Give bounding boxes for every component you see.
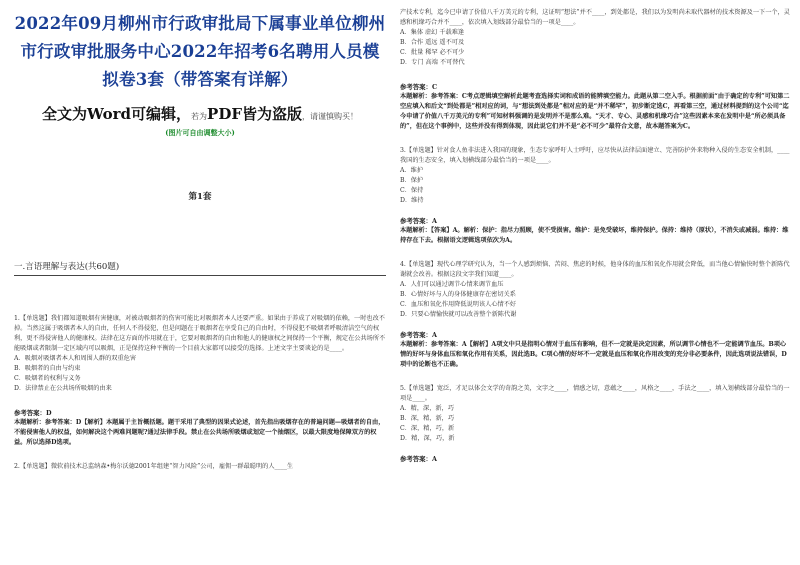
banner-pdf-pirated: PDF皆为盗版: [207, 105, 302, 123]
option-d: D．只要心情愉快就可以改善整个新陈代谢: [400, 311, 517, 318]
explanation: 本题解析：参考答案：D【解析】本题属于主旨概括题。题干采用了典型的因果式论述，首先指出吸烟存在的普遍问题—吸烟者的自由，不能侵害他人的权益，如何解决这个两难问题呢?通过法律手段。禁止在公共场所吸烟或划定一个抽烟区，以最大限度地保障双方的权益。所以选择D选项。: [14, 419, 385, 446]
option-c: C．保持: [400, 187, 424, 194]
option-a: A．人们可以通过调节心情来调节血压: [400, 281, 504, 288]
option-c: C．吸烟者的权利与义务: [14, 375, 81, 382]
document-title: 2022年09月柳州市行政审批局下属事业单位柳州市行政审批服务中心2022年招考6名聘用人员模拟卷3套（带答案有详解）: [14, 14, 386, 89]
question-text: 5.【单选题】宽泛，才足以体会文学的奇韵之美，文字之____，情感之切，意蕴之____，风格之____，手法之____，填入划横线部分最恰当的一项是____。: [400, 385, 790, 402]
question-5: [400, 384, 790, 464]
set-title: 第1套: [188, 192, 212, 202]
question-1: [14, 314, 386, 448]
option-d: D．精，深，巧，新: [400, 435, 455, 442]
banner-warning: ，请谨慎购买！: [301, 112, 358, 121]
option-d: D．法律禁止在公共场所吸烟的由来: [14, 385, 112, 392]
question-text: 产技术专利，迄今已申请了价值八千万美元的专利，这证明“想法”并不____，到处都是，我们以为发明尚未取代器材的技术资源及一下一个，灵感和机缘巧合并不____，依次填入划线部分最恰当的一项是____。: [400, 9, 790, 26]
question-text: 3.【单选题】针对食人鱼非法进入我国的现象，生态专家呼吁人士呼吁，应尽快从法律层面建立、完善防护外来物种入侵的生态安全机制，____我国的生态安全，填入划横线部分最恰当的一项是____。: [400, 147, 790, 164]
banner-if: 若为: [191, 112, 208, 121]
image-caption: (图片可自由调整大小): [165, 128, 235, 137]
answer: 参考答案：A: [400, 455, 437, 463]
option-c: C．深，精，巧，新: [400, 425, 455, 432]
answer: 参考答案：A: [400, 331, 437, 339]
option-c: C．血压和氧化作用降低说明该人心情不好: [400, 301, 517, 308]
explanation: 本题解析：【答案】A。解析：保护：指尽力照顾，使不受损害。维护：是免受破坏，维持保护。保持：维持（原状），不消失或减弱。维持：维持存在下去。根据语文逻辑选项依次为A。: [400, 227, 789, 244]
explanation: 本题解析：参考答案：A【解析】A项文中只是指明心情对于血压有影响，但不一定就是决定因素，所以调节心情也不一定能调节血压。B项心情的好坏与身体血压和氧化作用有关系，因此选B。C项心情的好坏不一定就是血压和氧化作用改变的充分非必要条件，因此选项说法错误，D项中的论断也不正确。: [400, 341, 787, 368]
option-d: D．专门 高端 不可替代: [400, 59, 465, 66]
banner: [14, 102, 386, 126]
answer: 参考答案：A: [400, 217, 437, 225]
option-b: B．保护: [400, 177, 424, 184]
question-text: 4.【单选题】现代心理学研究认为，当一个人感到烦恼、苦闷、焦虑的时候，他身体的血压和氧化作用就会降低，而当他心情愉快时整个新陈代谢就会改善。根据这段文字我们知道____。: [400, 261, 790, 278]
option-b: B．合作 遥远 遥不可及: [400, 39, 465, 46]
option-d: D．维持: [400, 197, 424, 204]
explanation: 本题解析：参考答案：C考点逻辑填空解析此题考查选择实词和成语的能辨填空能力。此题从第二空入手。根据前面“由于确定的专利”可知第二空应填入和后文“到处都是”相对应的词，与“想法到处都是”相对应的是“并不稀罕”，初步断定选C，再看第三空，通过材料提到的这个公司“迄今申请了价值八千万美元的专利”可知材料强调的是发明并不是那么难。“天才、专心、灵感和机缘巧合”这些因素本来在发明中是“所必须具备的”，但在这个事例中，这些并没有得到体现，因此说它们并不是“必不可少”最符合文意，故本题答案为C。: [400, 93, 790, 130]
option-a: A．精，深，新，巧: [400, 405, 454, 412]
question-text: 1.【单选题】我们都知道吸烟有害健康，对被动吸烟者的伤害可能比对吸烟者本人还要严重。如果由于养成了对吸烟的依赖，一时也改不掉。当然这属于吸烟者本人的自由，任何人不得侵犯，但是问题在于吸烟者在享受自己的自由时，不得侵犯不吸烟者呼吸清洁空气的权利，更不得侵害他人的健康权。法律在这方面的作用就在于，它要对吸烟者的自由和他人的健康权之间保持一个平衡，规定在公共场所不能吸烟或者限制一定区域内可以吸烟，正是保持这种平衡的一个目前大家都可以接受的选择。上述文字主要谈论的是____。: [14, 315, 386, 352]
banner-word-editable: 全文为Word可编辑，: [42, 105, 192, 123]
question-2: [14, 462, 386, 472]
option-b: B．心情好坏与人的身体健康存在密切关系: [400, 291, 516, 298]
option-c: C．批量 稀罕 必不可少: [400, 49, 465, 56]
question-4: [400, 260, 790, 370]
left-column: [14, 0, 386, 472]
right-column: [400, 8, 790, 464]
option-b: B．吸烟者的自由与约束: [14, 365, 81, 372]
option-a: A．集体 虚幻 千载难逢: [400, 29, 465, 36]
question-text: 2.【单选题】微软前技术总监纳森•梅尔沃德2001年组建“智力风险”公司，雇佣一群最聪明的人____生: [14, 463, 294, 470]
option-b: B．深，精，新，巧: [400, 415, 455, 422]
section-heading: 一.言语理解与表达(共60题): [14, 260, 386, 276]
question-3: [400, 146, 790, 246]
option-a: A．吸烟对吸烟者本人和周围人群的双重危害: [14, 355, 137, 362]
option-a: A．维护: [400, 167, 424, 174]
answer: 参考答案：D: [14, 409, 52, 417]
question-2-continued: [400, 8, 790, 132]
answer: 参考答案：C: [400, 83, 438, 91]
